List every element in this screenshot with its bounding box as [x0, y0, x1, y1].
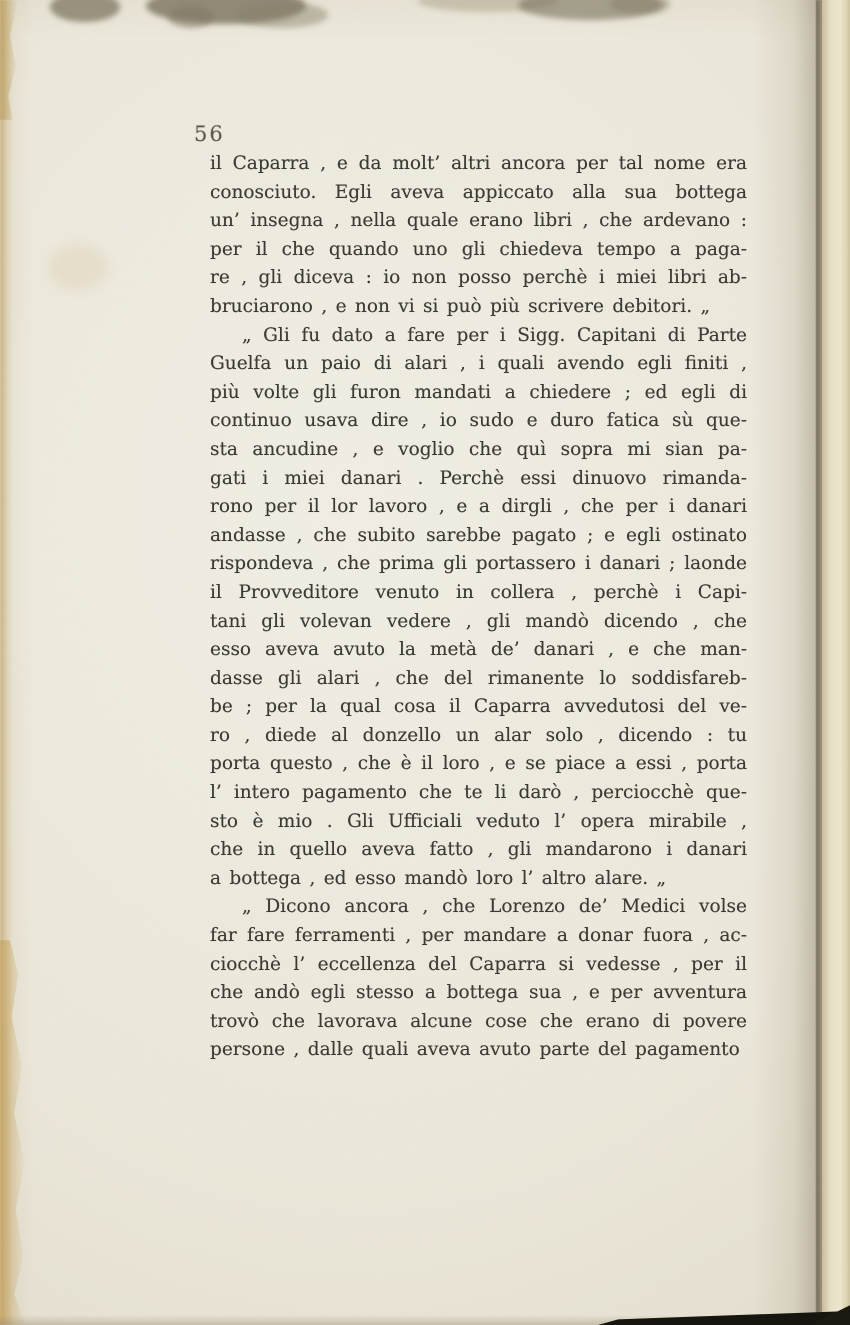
- next-page-edge: [822, 0, 850, 1325]
- text-line: rispondeva , che prima gli portassero i danari ; laonde: [210, 553, 747, 575]
- text-line: „ Dicono ancora , che Lorenzo de’ Medici volse: [242, 896, 747, 918]
- text-line: più volte gli furon mandati a chiedere ; ed egli di: [210, 381, 747, 403]
- text-line: far fare ferramenti , per mandare a donar fuora , ac-: [210, 925, 747, 947]
- text-line: rono per il lor lavoro , e a dirgli , che per i danari: [210, 496, 747, 518]
- text-line: per il che quando uno gli chiedeva tempo a paga-: [210, 238, 747, 260]
- torn-paper-fiber: [0, 0, 18, 120]
- text-line: a bottega , ed esso mandò loro l’ altro alare. „: [210, 867, 667, 889]
- text-line: che andò egli stesso a bottega sua , e per avventura: [210, 982, 747, 1004]
- ink-stain: [168, 6, 214, 28]
- text-line: un’ insegna , nella quale erano libri , che ardevano :: [210, 210, 747, 232]
- text-block: [210, 150, 747, 1065]
- text-line: „ Gli fu dato a fare per i Sigg. Capitani di Parte: [242, 324, 747, 346]
- text-line: andasse , che subito sarebbe pagato ; e egli ostinato: [210, 524, 747, 546]
- text-line: bruciarono , e non vi si può più scrivere debitori. „: [210, 295, 711, 317]
- torn-paper-fiber: [0, 940, 26, 1325]
- text-line: il Provveditore venuto in collera , perchè i Capi-: [210, 581, 747, 603]
- text-line: esso aveva avuto la metà de’ danari , e che man-: [210, 639, 747, 661]
- torn-paper-edge: [0, 0, 34, 1325]
- text-line: trovò che lavorava alcune cose che erano di povere: [210, 1010, 747, 1032]
- text-line: il Caparra , e da molt’ altri ancora per tal nome era: [210, 153, 747, 174]
- text-line: ciocchè l’ eccellenza del Caparra si vedesse , per il: [210, 953, 747, 975]
- ink-stain: [236, 2, 328, 28]
- text-line: ro , diede al donzello un alar solo , dicendo : tu: [210, 724, 747, 746]
- paragraph: [210, 150, 747, 322]
- paper-smudge: [48, 245, 108, 290]
- text-line: sto è mio . Gli Ufficiali veduto l’ opera mirabile ,: [210, 810, 747, 832]
- text-line: porta questo , che è il loro , e se piace a essi , porta: [210, 753, 747, 775]
- text-line: l’ intero pagamento che te li darò , perciocchè que-: [210, 782, 747, 804]
- text-line: Guelfa un paio di alari , i quali avendo egli finiti ,: [210, 353, 747, 375]
- text-line: continuo usava dire , io sudo e duro fatica sù que-: [210, 410, 747, 432]
- text-line: re , gli diceva : io non posso perchè i miei libri ab-: [210, 267, 747, 289]
- text-line: be ; per la qual cosa il Caparra avvedutosi del ve-: [210, 696, 747, 718]
- text-line: persone , dalle quali aveva avuto parte del pagamento: [210, 1039, 740, 1061]
- page-number: 56: [194, 122, 225, 146]
- text-line: conosciuto. Egli aveva appiccato alla sua bottega: [210, 181, 747, 203]
- text-line: gati i miei danari . Perchè essi dinuovo rimanda-: [210, 467, 747, 489]
- paragraph: [210, 322, 747, 894]
- page-curl-shadow: [752, 0, 822, 1325]
- text-line: sta ancudine , e voglio che quì sopra mi sian pa-: [210, 438, 747, 460]
- text-line: dasse gli alari , che del rimanente lo soddisfareb-: [210, 667, 747, 689]
- text-line: tani gli volevan vedere , gli mandò dicendo , che: [210, 610, 747, 632]
- text-line: che in quello aveva fatto , gli mandarono i danari: [210, 839, 747, 861]
- paragraph: [210, 893, 747, 1065]
